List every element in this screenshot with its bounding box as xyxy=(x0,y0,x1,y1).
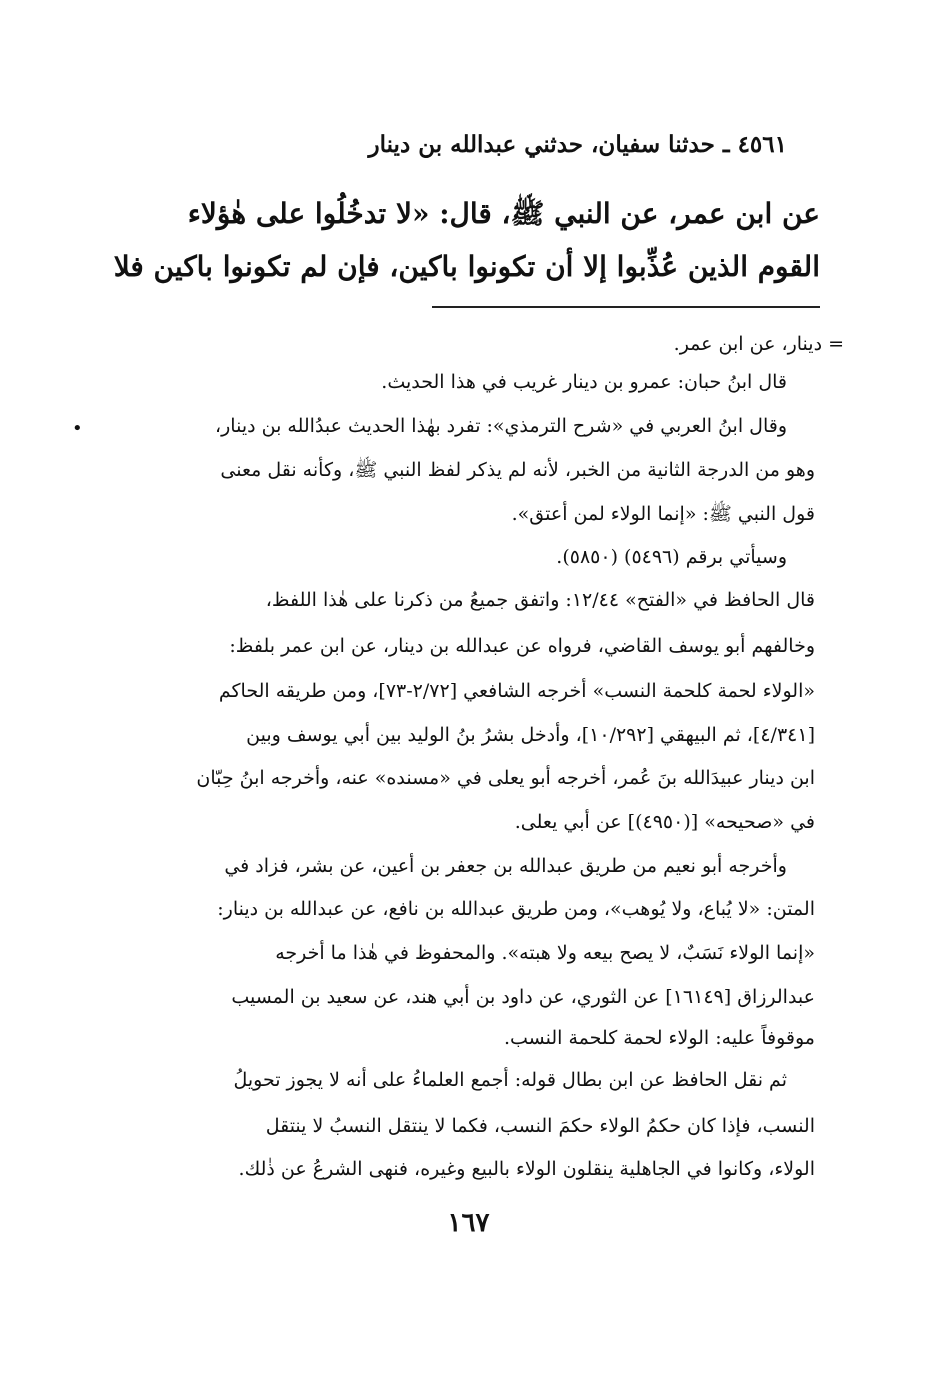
margin-mark: • xyxy=(72,418,83,439)
footnote-line-7: قال الحافظ في «الفتح» ١٢/٤٤: واتفق جميعُ من ذكرنا على هٰذا اللفظ، xyxy=(265,589,815,611)
footnote-line-14: المتن: «لا يُباع، ولا يُوهب»، ومن طريق عبدالله بن نافع، عن عبدالله بن دينار: xyxy=(217,898,815,920)
hadith-text-line-2: القوم الذين عُذِّبوا إلا أن تكونوا باكين، فإن لم تكونوا باكين فلا xyxy=(113,250,820,283)
footnote-line-20: الولاء، وكانوا في الجاهلية ينقلون الولاء بالبيع وغيره، فنهى الشرعُ عن ذٰلك. xyxy=(238,1158,815,1180)
footnote-separator xyxy=(432,306,820,308)
hadith-text-line-1: عن ابن عمر، عن النبي ﷺ، قال: «لا تدخُلُوا على هٰؤلاء xyxy=(187,197,820,230)
footnote-line-10: [٤/٣٤١]، ثم البيهقي [١٠/٢٩٢]، وأدخل بشرُ بنُ الوليد بين أبي يوسف وبين xyxy=(246,724,815,746)
footnote-line-13: وأخرجه أبو نعيم من طريق عبدالله بن جعفر بن أعين، عن بشر، فزاد في xyxy=(224,855,787,877)
page-number: ١٦٧ xyxy=(447,1208,490,1238)
footnote-line-16: عبدالرزاق [١٦١٤٩] عن الثوري، عن داود بن أبي هند، عن سعيد بن المسيب xyxy=(231,986,815,1008)
footnote-line-2: قال ابنُ حبان: عمرو بن دينار غريب في هذا الحديث. xyxy=(381,371,787,393)
footnote-line-5: قول النبي ﷺ: «إنما الولاء لمن أعتق». xyxy=(511,503,815,525)
footnote-line-18: ثم نقل الحافظ عن ابن بطال قوله: أجمع العلماءُ على أنه لا يجوز تحويلُ xyxy=(233,1069,787,1091)
footnote-line-12: في «صحيحه» [(٤٩٥٠)] عن أبي يعلى. xyxy=(514,811,815,833)
footnote-line-19: النسب، فإذا كان حكمُ الولاء حكمَ النسب، فكما لا ينتقل النسبُ لا ينتقل xyxy=(265,1115,815,1137)
footnote-line-17: موقوفاً عليه: الولاء لحمة كلحمة النسب. xyxy=(503,1027,815,1049)
footnote-line-3: وقال ابنُ العربي في «شرح الترمذي»: تفرد بهٰذا الحديث عبدُالله بن دينار، xyxy=(214,415,787,437)
footnote-line-15: «إنما الولاء نَسَبٌ، لا يصح بيعه ولا هبته». والمحفوظ في هٰذا ما أخرجه xyxy=(275,942,815,964)
footnote-line-4: وهو من الدرجة الثانية من الخبر، لأنه لم يذكر لفظ النبي ﷺ، وكأنه نقل معنى xyxy=(220,459,815,481)
footnote-line-11: ابن دينار عبيدَالله بنَ عُمر، أخرجه أبو يعلى في «مسنده» عنه، وأخرجه ابنُ حِبّان xyxy=(196,767,815,789)
footnote-line-9: «الولاء لحمة كلحمة النسب» أخرجه الشافعي [٢/٧٢-٧٣]، ومن طريقه الحاكم xyxy=(218,680,815,702)
footnote-line-8: وخالفهم أبو يوسف القاضي، فرواه عن عبدالله بن دينار، عن ابن عمر بلفظ: xyxy=(229,635,815,657)
footnote-line-6: وسيأتي برقم (٥٤٩٦) (٥٨٥٠). xyxy=(556,546,787,568)
footnote-line-1: = دينار، عن ابن عمر. xyxy=(673,333,844,355)
hadith-heading: ٤٥٦١ ـ حدثنا سفيان، حدثني عبدالله بن دينار xyxy=(368,131,787,158)
